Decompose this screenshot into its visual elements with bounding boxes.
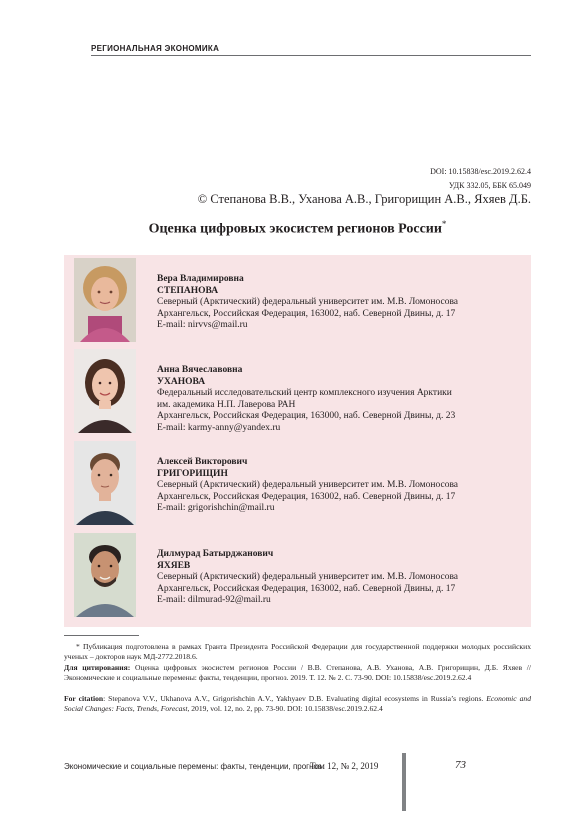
author-surname: ЯХЯЕВ (157, 560, 191, 571)
footnote-grant: * Публикация подготовлена в рамках Гранта Президента Российской Федерации для государственной поддержки молодых российских ученых – докторов наук МД-2772.2018.6. (64, 642, 531, 661)
author-email: E-mail: nirvvs@mail.ru (157, 320, 248, 330)
citation-en-tail: 2019, vol. 12, no. 2, pp. 73-90. DOI: 10.15838/esc.2019.2.62.4 (189, 703, 383, 713)
author-email: E-mail: karmy-anny@yandex.ru (157, 422, 281, 433)
author-given-name: Вера Владимировна (157, 274, 244, 284)
author-card (74, 441, 531, 533)
author-surname: СТЕПАНОВА (157, 285, 219, 296)
running-header-section: РЕГИОНАЛЬНАЯ ЭКОНОМИКА (91, 44, 220, 53)
doi-line: DOI: 10.15838/esc.2019.2.62.4 (430, 167, 531, 176)
header-rule (91, 55, 531, 56)
author-info (157, 274, 458, 332)
author-photo (74, 349, 136, 433)
author-surname: ГРИГОРИЩИН (157, 468, 228, 479)
footer-divider-bar (402, 753, 406, 811)
author-affiliation: Северный (Арктический) федеральный университет им. М.В. Ломоносова (157, 297, 459, 307)
author-address: Архангельск, Российская Федерация, 163002, наб. Северной Двины, д. 17 (157, 308, 456, 319)
author-surname: УХАНОВА (157, 376, 206, 387)
author-given-name: Дилмурад Батырджанович (157, 549, 274, 559)
author-photo (74, 441, 136, 525)
author-address: Архангельск, Российская Федерация, 163002, наб. Северной Двины, д. 17 (157, 491, 456, 502)
author-photo (74, 258, 136, 342)
author-card (74, 349, 531, 441)
author-email: E-mail: grigorishchin@mail.ru (157, 503, 275, 513)
page-number: 73 (455, 759, 466, 771)
citation-ru (64, 663, 531, 682)
author-card (74, 258, 531, 350)
footer-volume: Том 12, № 2, 2019 (310, 761, 379, 771)
author-affiliation: Северный (Арктический) федеральный университет им. М.В. Ломоносова (157, 572, 459, 582)
article-title-text: Оценка цифровых экосистем регионов России (148, 221, 442, 237)
author-address: Архангельск, Российская Федерация, 163000, наб. Северной Двины, д. 23 (157, 411, 456, 421)
copyright-authors: © Степанова В.В., Уханова А.В., Григорищин А.В., Яхяев Д.Б. (197, 192, 531, 206)
udk-line: УДК 332.05, ББК 65.049 (448, 181, 531, 190)
author-address: Архангельск, Российская Федерация, 163002, наб. Северной Двины, д. 17 (157, 583, 456, 594)
author-email: E-mail: dilmurad-92@mail.ru (157, 595, 271, 605)
author-info (157, 365, 455, 434)
author-given-name: Анна Вячеславовна (157, 365, 243, 375)
citation-en-label: For citation (64, 694, 104, 703)
author-info (157, 549, 458, 607)
author-affiliation: Федеральный исследовательский центр комплексного изучения Арктики (157, 388, 452, 398)
authors-panel (64, 255, 531, 627)
author-info (157, 457, 458, 515)
author-card (74, 533, 531, 625)
citation-en-text: : Stepanova V.V., Ukhanova A.V., Grigorishchin A.V., Yakhyaev D.B. Evaluating digital ecosystems in Russia’s regions. (103, 694, 487, 703)
footer-journal: Экономические и социальные перемены: факты, тенденции, прогноз (64, 762, 322, 771)
author-affiliation-cont: им. академика Н.П. Лаверова РАН (157, 399, 296, 410)
author-given-name: Алексей Викторович (157, 457, 248, 467)
article-title (64, 219, 531, 238)
author-affiliation: Северный (Арктический) федеральный университет им. М.В. Ломоносова (157, 480, 459, 490)
citation-ru-label: Для цитирования: (64, 663, 131, 672)
title-footnote-mark: * (441, 219, 447, 229)
citation-ru-text: Оценка цифровых экосистем регионов России / В.В. Степанова, А.В. Уханова, А.В. Григорищин, Д.Б. Яхяев // Экономические и социальные перемены: факты, тенденции, прогноз. 2019. Т. 12. № 2. С. 73-90. DOI: 10.15838/esc.2019.2.62.4 (64, 663, 531, 682)
footnote-rule (64, 635, 139, 636)
author-photo (74, 533, 136, 617)
citation-en (64, 694, 531, 713)
citation-en-journal: Economic and Social Changes: Facts, Trends, Forecast, (64, 694, 532, 713)
